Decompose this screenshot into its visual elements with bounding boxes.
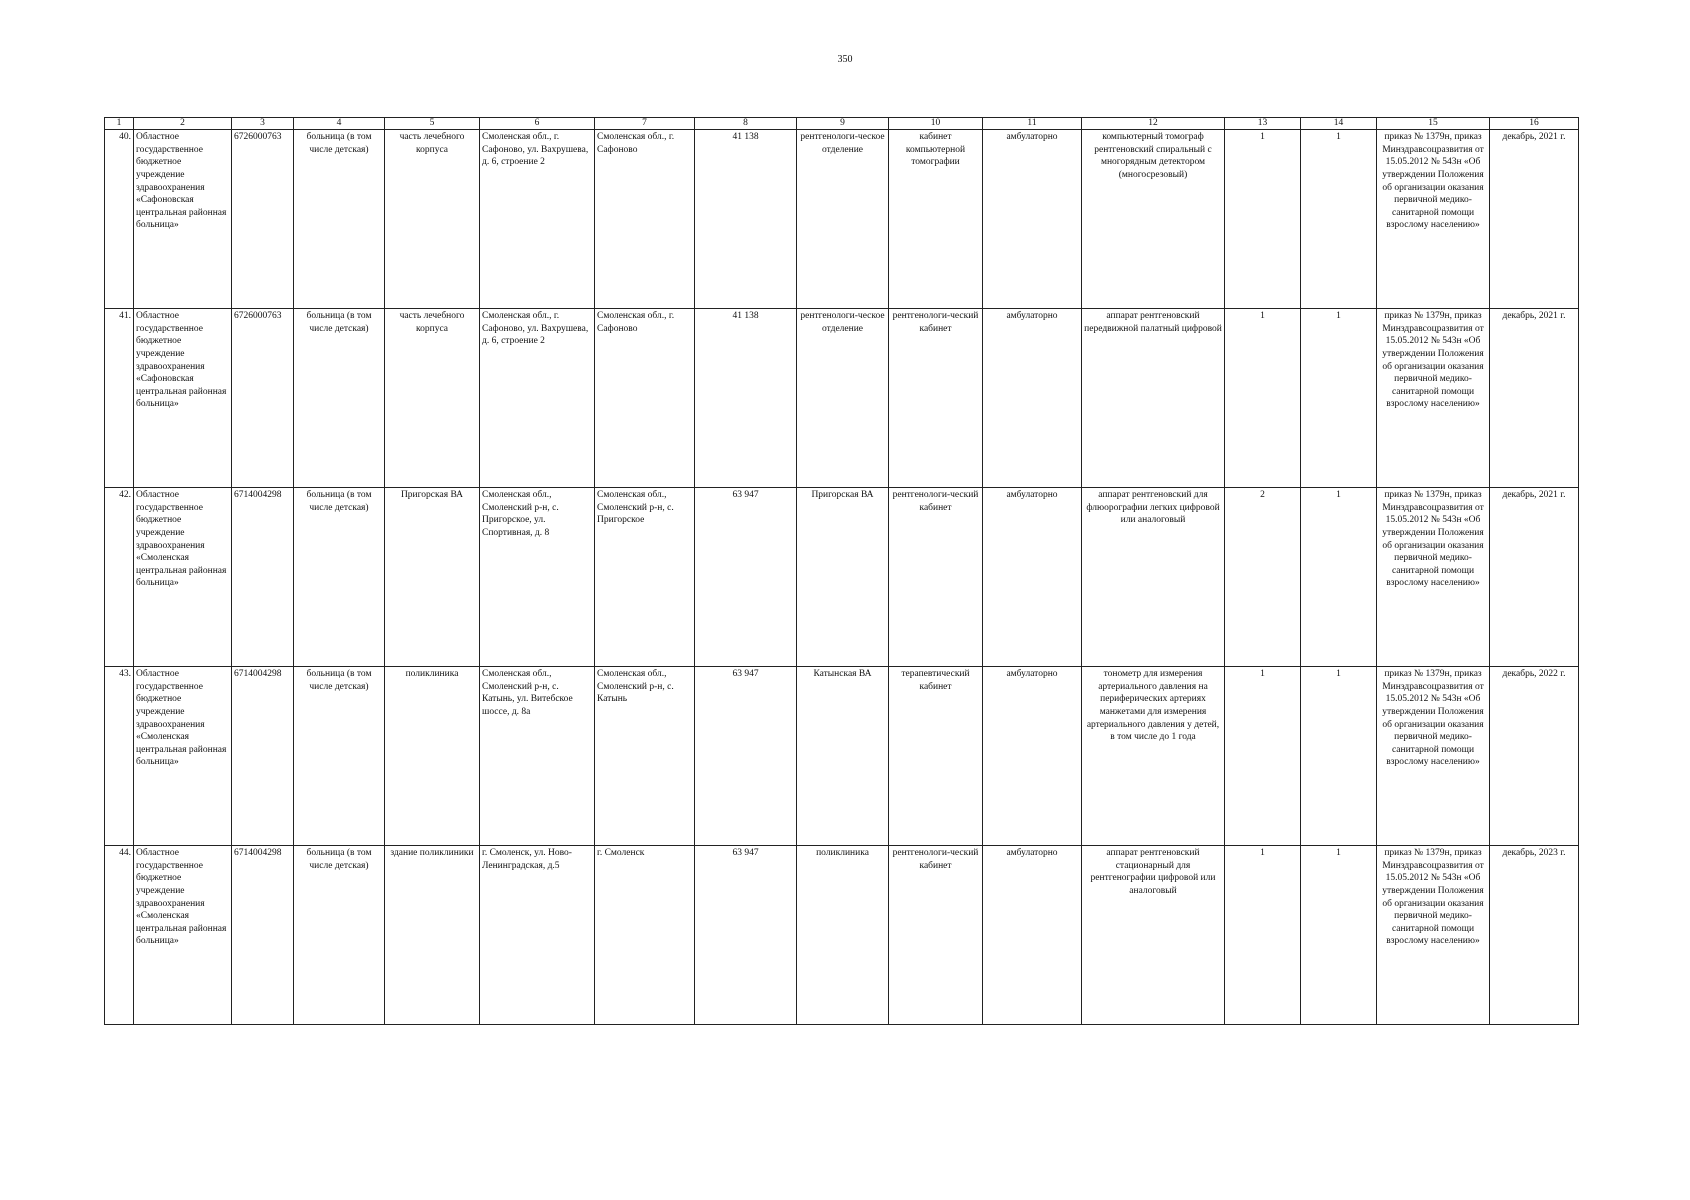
care-form: амбулаторно bbox=[983, 667, 1082, 846]
header-cell: 5 bbox=[385, 118, 480, 130]
cabinet: кабинет компьютерной томографии bbox=[889, 130, 983, 309]
due-date: декабрь, 2021 г. bbox=[1490, 130, 1579, 309]
cabinet: рентгенологи-ческий кабинет bbox=[889, 488, 983, 667]
due-date: декабрь, 2023 г. bbox=[1490, 846, 1579, 1025]
building: Пригорская ВА bbox=[385, 488, 480, 667]
equipment-registry-table bbox=[104, 117, 1579, 1025]
table-row bbox=[105, 488, 1579, 667]
care-form: амбулаторно bbox=[983, 309, 1082, 488]
table-row bbox=[105, 667, 1579, 846]
header-cell: 1 bbox=[105, 118, 134, 130]
quantity: 1 bbox=[1225, 130, 1301, 309]
division: поликлиника bbox=[797, 846, 889, 1025]
inn-code: 6714004298 bbox=[232, 846, 294, 1025]
building: часть лечебного корпуса bbox=[385, 130, 480, 309]
locality: Смоленская обл., Смоленский р-н, с. Катынь bbox=[595, 667, 695, 846]
header-cell: 16 bbox=[1490, 118, 1579, 130]
row-number: 42. bbox=[105, 488, 134, 667]
table-row bbox=[105, 309, 1579, 488]
organization-name: Областное государственное бюджетное учреждение здравоохранения «Смоленская центральная районная больница» bbox=[134, 488, 232, 667]
header-cell: 15 bbox=[1377, 118, 1490, 130]
population: 41 138 bbox=[695, 130, 797, 309]
building: здание поликлиники bbox=[385, 846, 480, 1025]
order-reference: приказ № 1379н, приказ Минздравсоцразвития от 15.05.2012 № 543н «Об утверждении Положения об организации оказания первичной медико-санитарной помощи взрослому населению» bbox=[1377, 309, 1490, 488]
facility-type: больница (в том числе детская) bbox=[294, 130, 385, 309]
due-date: декабрь, 2022 г. bbox=[1490, 667, 1579, 846]
care-form: амбулаторно bbox=[983, 846, 1082, 1025]
address: Смоленская обл., Смоленский р-н, с. Катынь, ул. Витебское шоссе, д. 8а bbox=[480, 667, 595, 846]
page-number: 350 bbox=[837, 54, 853, 65]
order-reference: приказ № 1379н, приказ Минздравсоцразвития от 15.05.2012 № 543н «Об утверждении Положения об организации оказания первичной медико-санитарной помощи взрослому населению» bbox=[1377, 488, 1490, 667]
header-cell: 14 bbox=[1301, 118, 1377, 130]
inn-code: 6726000763 bbox=[232, 130, 294, 309]
header-cell: 3 bbox=[232, 118, 294, 130]
building: поликлиника bbox=[385, 667, 480, 846]
header-cell: 12 bbox=[1082, 118, 1225, 130]
organization-name: Областное государственное бюджетное учреждение здравоохранения «Сафоновская центральная районная больница» bbox=[134, 130, 232, 309]
organization-name: Областное государственное бюджетное учреждение здравоохранения «Смоленская центральная районная больница» bbox=[134, 667, 232, 846]
equipment: аппарат рентгеновский стационарный для рентгенографии цифровой или аналоговый bbox=[1082, 846, 1225, 1025]
address: Смоленская обл., г. Сафоново, ул. Вахрушева, д. 6, строение 2 bbox=[480, 130, 595, 309]
header-cell: 7 bbox=[595, 118, 695, 130]
population: 63 947 bbox=[695, 488, 797, 667]
care-form: амбулаторно bbox=[983, 488, 1082, 667]
cabinet: рентгенологи-ческий кабинет bbox=[889, 846, 983, 1025]
division: рентгенологи-ческое отделение bbox=[797, 130, 889, 309]
quantity: 1 bbox=[1301, 130, 1377, 309]
population: 41 138 bbox=[695, 309, 797, 488]
facility-type: больница (в том числе детская) bbox=[294, 846, 385, 1025]
equipment: компьютерный томограф рентгеновский спиральный с многорядным детектором (многосрезовый) bbox=[1082, 130, 1225, 309]
quantity: 1 bbox=[1225, 309, 1301, 488]
locality: Смоленская обл., г. Сафоново bbox=[595, 130, 695, 309]
facility-type: больница (в том числе детская) bbox=[294, 309, 385, 488]
locality: Смоленская обл., г. Сафоново bbox=[595, 309, 695, 488]
cabinet: рентгенологи-ческий кабинет bbox=[889, 309, 983, 488]
inn-code: 6714004298 bbox=[232, 667, 294, 846]
quantity: 1 bbox=[1301, 309, 1377, 488]
address: Смоленская обл., Смоленский р-н, с. Пригорское, ул. Спортивная, д. 8 bbox=[480, 488, 595, 667]
table-row bbox=[105, 130, 1579, 309]
due-date: декабрь, 2021 г. bbox=[1490, 309, 1579, 488]
table-row bbox=[105, 846, 1579, 1025]
header-cell: 13 bbox=[1225, 118, 1301, 130]
quantity: 2 bbox=[1225, 488, 1301, 667]
header-cell: 9 bbox=[797, 118, 889, 130]
order-reference: приказ № 1379н, приказ Минздравсоцразвития от 15.05.2012 № 543н «Об утверждении Положения об организации оказания первичной медико-санитарной помощи взрослому населению» bbox=[1377, 667, 1490, 846]
column-number-row bbox=[105, 118, 1579, 130]
quantity: 1 bbox=[1301, 488, 1377, 667]
header-cell: 2 bbox=[134, 118, 232, 130]
facility-type: больница (в том числе детская) bbox=[294, 488, 385, 667]
row-number: 41. bbox=[105, 309, 134, 488]
header-cell: 10 bbox=[889, 118, 983, 130]
header-cell: 8 bbox=[695, 118, 797, 130]
facility-type: больница (в том числе детская) bbox=[294, 667, 385, 846]
quantity: 1 bbox=[1225, 846, 1301, 1025]
row-number: 43. bbox=[105, 667, 134, 846]
care-form: амбулаторно bbox=[983, 130, 1082, 309]
locality: г. Смоленск bbox=[595, 846, 695, 1025]
division: Катынская ВА bbox=[797, 667, 889, 846]
address: г. Смоленск, ул. Ново-Ленинградская, д.5 bbox=[480, 846, 595, 1025]
address: Смоленская обл., г. Сафоново, ул. Вахрушева, д. 6, строение 2 bbox=[480, 309, 595, 488]
order-reference: приказ № 1379н, приказ Минздравсоцразвития от 15.05.2012 № 543н «Об утверждении Положения об организации оказания первичной медико-санитарной помощи взрослому населению» bbox=[1377, 846, 1490, 1025]
organization-name: Областное государственное бюджетное учреждение здравоохранения «Смоленская центральная районная больница» bbox=[134, 846, 232, 1025]
order-reference: приказ № 1379н, приказ Минздравсоцразвития от 15.05.2012 № 543н «Об утверждении Положения об организации оказания первичной медико-санитарной помощи взрослому населению» bbox=[1377, 130, 1490, 309]
due-date: декабрь, 2021 г. bbox=[1490, 488, 1579, 667]
equipment: аппарат рентгеновский для флюорографии легких цифровой или аналоговый bbox=[1082, 488, 1225, 667]
row-number: 44. bbox=[105, 846, 134, 1025]
inn-code: 6714004298 bbox=[232, 488, 294, 667]
header-cell: 4 bbox=[294, 118, 385, 130]
quantity: 1 bbox=[1225, 667, 1301, 846]
equipment: тонометр для измерения артериального давления на периферических артериях манжетами для измерения артериального давления у детей, в том числе до 1 года bbox=[1082, 667, 1225, 846]
cabinet: терапевтический кабинет bbox=[889, 667, 983, 846]
population: 63 947 bbox=[695, 667, 797, 846]
quantity: 1 bbox=[1301, 846, 1377, 1025]
population: 63 947 bbox=[695, 846, 797, 1025]
locality: Смоленская обл., Смоленский р-н, с. Пригорское bbox=[595, 488, 695, 667]
organization-name: Областное государственное бюджетное учреждение здравоохранения «Сафоновская центральная районная больница» bbox=[134, 309, 232, 488]
header-cell: 6 bbox=[480, 118, 595, 130]
division: рентгенологи-ческое отделение bbox=[797, 309, 889, 488]
equipment: аппарат рентгеновский передвижной палатный цифровой bbox=[1082, 309, 1225, 488]
quantity: 1 bbox=[1301, 667, 1377, 846]
inn-code: 6726000763 bbox=[232, 309, 294, 488]
row-number: 40. bbox=[105, 130, 134, 309]
header-cell: 11 bbox=[983, 118, 1082, 130]
building: часть лечебного корпуса bbox=[385, 309, 480, 488]
division: Пригорская ВА bbox=[797, 488, 889, 667]
